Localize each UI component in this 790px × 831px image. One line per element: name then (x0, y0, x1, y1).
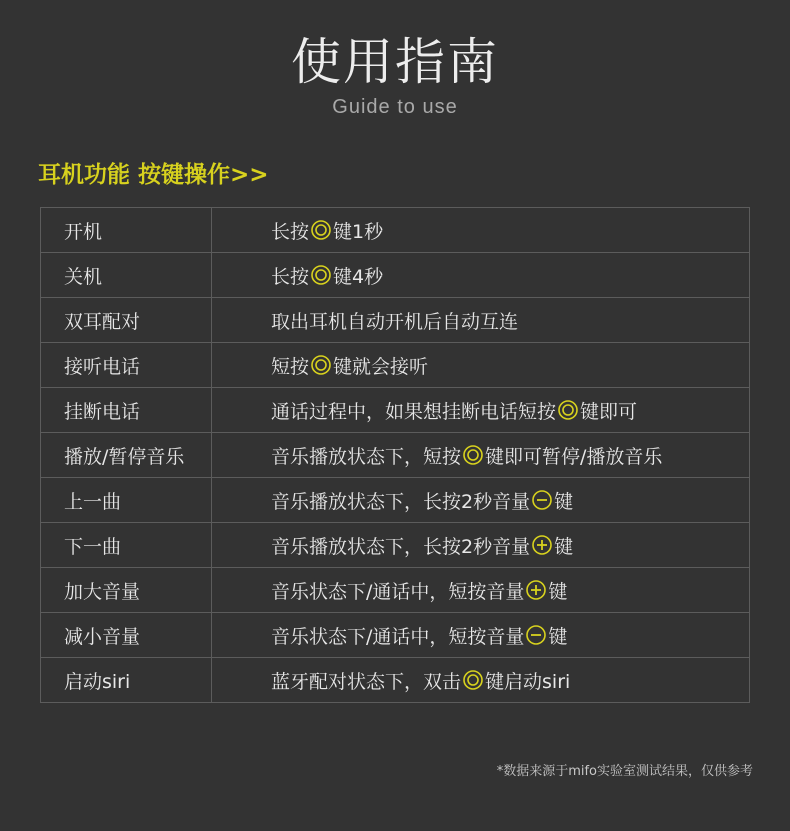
operation-description (212, 253, 750, 298)
main-button-icon (462, 444, 484, 466)
function-name: 双耳配对 (41, 298, 212, 343)
table-row (41, 433, 750, 478)
operation-description (212, 433, 750, 478)
operation-text-suffix: 键即可 (580, 400, 638, 423)
operation-text: 音乐状态下/通话中，短按音量 (271, 580, 525, 603)
table-row (41, 478, 750, 523)
volume-plus-icon (525, 579, 547, 601)
operation-text-suffix: 键就会接听 (333, 355, 429, 378)
operation-text: 音乐播放状态下，长按2秒音量 (271, 490, 531, 513)
operation-text-suffix: 键4秒 (333, 265, 384, 288)
operation-text: 音乐状态下/通话中，短按音量 (271, 625, 525, 648)
main-button-icon (310, 264, 332, 286)
function-name: 关机 (41, 253, 212, 298)
operation-text-suffix: 键 (554, 490, 574, 513)
volume-plus-icon (531, 534, 553, 556)
operation-text: 短按 (271, 355, 310, 378)
operation-text: 取出耳机自动开机后自动互连 (271, 310, 519, 333)
footnote: *数据来源于mifo实验室测试结果，仅供参考 (496, 764, 753, 779)
table-row (41, 253, 750, 298)
operation-description (212, 343, 750, 388)
operation-description (212, 613, 750, 658)
page-title: 使用指南 (291, 33, 499, 91)
operation-text-suffix: 键1秒 (333, 220, 384, 243)
volume-minus-icon (525, 624, 547, 646)
table-row (41, 613, 750, 658)
main-button-icon (310, 354, 332, 376)
main-button-icon (557, 399, 579, 421)
function-name: 减小音量 (41, 613, 212, 658)
table-row (41, 568, 750, 613)
operation-text: 长按 (271, 220, 310, 243)
table-row (41, 298, 750, 343)
operation-description (212, 568, 750, 613)
table-row (41, 343, 750, 388)
function-name: 启动siri (41, 658, 212, 703)
volume-minus-icon (531, 489, 553, 511)
function-name: 播放/暂停音乐 (41, 433, 212, 478)
operation-description (212, 388, 750, 433)
table-row (41, 523, 750, 568)
operation-text-suffix: 键 (548, 625, 568, 648)
operation-description (212, 658, 750, 703)
operation-text-suffix: 键 (554, 535, 574, 558)
operation-text: 蓝牙配对状态下，双击 (271, 670, 462, 693)
page-subtitle: Guide to use (332, 96, 458, 118)
operation-text-suffix: 键即可暂停/播放音乐 (485, 445, 663, 468)
operation-description (212, 208, 750, 253)
section-heading: 耳机功能 按键操作>> (38, 162, 269, 188)
operation-description (212, 523, 750, 568)
function-name: 加大音量 (41, 568, 212, 613)
table-row (41, 388, 750, 433)
function-name: 接听电话 (41, 343, 212, 388)
table-row (41, 208, 750, 253)
function-name: 开机 (41, 208, 212, 253)
function-name: 挂断电话 (41, 388, 212, 433)
operation-text-suffix: 键启动siri (485, 670, 571, 693)
function-name: 上一曲 (41, 478, 212, 523)
operation-description (212, 478, 750, 523)
operation-text: 通话过程中，如果想挂断电话短按 (271, 400, 557, 423)
operation-text-suffix: 键 (548, 580, 568, 603)
button-operations-table (40, 207, 750, 703)
table-row (41, 658, 750, 703)
main-button-icon (310, 219, 332, 241)
operation-description (212, 298, 750, 343)
main-button-icon (462, 669, 484, 691)
operation-text: 音乐播放状态下，短按 (271, 445, 462, 468)
operation-text: 音乐播放状态下，长按2秒音量 (271, 535, 531, 558)
operation-text: 长按 (271, 265, 310, 288)
function-name: 下一曲 (41, 523, 212, 568)
